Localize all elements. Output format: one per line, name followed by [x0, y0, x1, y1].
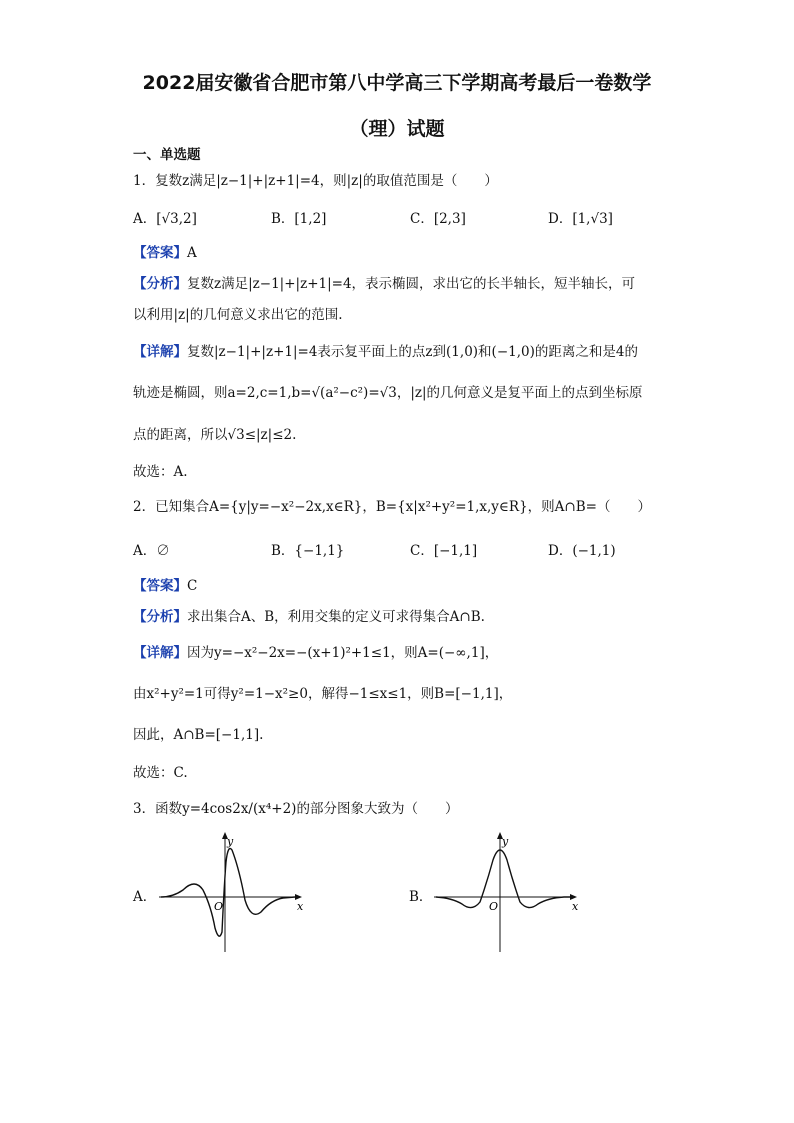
q1-detail: [133, 342, 638, 362]
q2-option-b: B．{−1,1}: [271, 543, 345, 559]
q3-stem: 3．函数y=4cos2x/(x⁴+2)的部分图象大致为（ ）: [133, 801, 459, 817]
analysis-tag: 【分析】: [133, 609, 187, 625]
section-heading: 一、单选题: [133, 147, 201, 163]
q3-option-b-graph: [430, 828, 580, 954]
q1-option-c: C．[2,3]: [410, 211, 466, 227]
q2-option-c: C．[−1,1]: [410, 543, 478, 559]
y-axis-label: y: [227, 835, 234, 848]
analysis-text: 复数z满足|z−1|+|z+1|=4，表示椭圆，求出它的长半轴长，短半轴长，可: [187, 276, 636, 292]
y-axis-label: y: [502, 835, 509, 848]
q2-conclusion: 故选：C.: [133, 765, 188, 781]
exam-title-line1: 2022届安徽省合肥市第八中学高三下学期高考最后一卷数学: [142, 72, 652, 94]
x-axis-label: x: [572, 900, 579, 913]
origin-label: O: [214, 900, 224, 913]
origin-label: O: [489, 900, 499, 913]
q2-option-d: D．(−1,1): [548, 543, 616, 559]
answer-tag: 【答案】: [133, 245, 187, 261]
q1-conclusion: 故选：A.: [133, 464, 188, 480]
answer-tag: 【答案】: [133, 578, 187, 594]
function-curve: [436, 850, 570, 908]
q2-answer: [133, 576, 197, 596]
q2-stem: 2．已知集合A={y|y=−x²−2x,x∈R}，B={x|x²+y²=1,x,y∈R}，则A∩B=（ ）: [133, 499, 651, 515]
q2-option-a: A．∅: [133, 543, 170, 559]
q3-option-a-label: A．: [133, 889, 157, 905]
analysis-tag: 【分析】: [133, 276, 187, 292]
q1-analysis-cont: 以利用|z|的几何意义求出它的范围.: [133, 307, 343, 323]
x-axis-label: x: [297, 900, 304, 913]
q1-option-a: A．[√3,2]: [133, 211, 197, 227]
answer-value: C: [187, 578, 198, 594]
q1-detail-line2: 轨迹是椭圆，则a=2,c=1,b=√(a²−c²)=√3，|z|的几何意义是复平面上的点到坐标原: [133, 385, 643, 401]
q2-detail: [133, 643, 498, 663]
q2-analysis: [133, 607, 485, 627]
function-curve: [161, 849, 295, 937]
detail-text: 复数|z−1|+|z+1|=4表示复平面上的点z到(1,0)和(−1,0)的距离之和是4的: [187, 344, 638, 360]
q1-analysis: [133, 274, 635, 294]
detail-tag: 【详解】: [133, 645, 187, 661]
detail-tag: 【详解】: [133, 344, 187, 360]
q1-stem: 1．复数z满足|z−1|+|z+1|=4，则|z|的取值范围是（ ）: [133, 173, 498, 189]
analysis-text: 求出集合A、B，利用交集的定义可求得集合A∩B.: [187, 609, 485, 625]
detail-text: 因为y=−x²−2x=−(x+1)²+1≤1，则A=(−∞,1]，: [187, 645, 499, 661]
q2-detail-line2: 由x²+y²=1可得y²=1−x²≥0，解得−1≤x≤1，则B=[−1,1]，: [133, 686, 513, 702]
q1-option-d: D．[1,√3]: [548, 211, 613, 227]
q1-answer: [133, 243, 197, 263]
q3-option-b-label: B．: [409, 889, 433, 905]
exam-title-line2: （理）试题: [349, 118, 445, 140]
q1-detail-line3: 点的距离，所以√3≤|z|≤2.: [133, 427, 297, 443]
q2-detail-line3: 因此，A∩B=[−1,1].: [133, 727, 264, 743]
answer-value: A: [187, 245, 197, 261]
q3-option-a-graph: [155, 828, 305, 954]
q1-option-b: B．[1,2]: [271, 211, 327, 227]
